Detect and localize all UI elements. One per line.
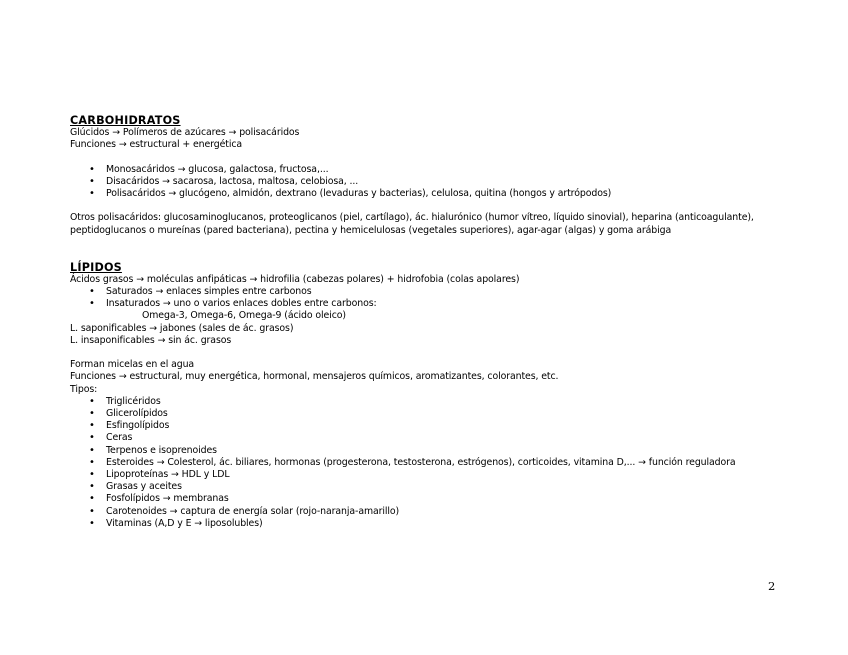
lipidos-funciones-line: Funciones → estructural, muy energética, hormonal, mensajeros químicos, aromatizantes, colorantes, etc. [70,371,559,383]
list-item: • Triglicéridos [70,396,790,408]
micelas-line: Forman micelas en el agua [70,359,195,371]
list-item: • Esteroides → Colesterol, ác. biliares, hormonas (progesterona, testosterona, estrógenos), corticoides, vitamina D,... → función reguladora [70,457,790,469]
list-item: • Insaturados → uno o varios enlaces dobles entre carbonos: [70,298,790,310]
list-item: • Esfingolípidos [70,420,790,432]
omega-line: Omega-3, Omega-6, Omega-9 (ácido oleico) [142,310,346,322]
otros-polisacaridos-paragraph: Otros polisacáridos: glucosaminoglucanos, proteoglicanos (piel, cartílago), ác. hialurónico (humor vítreo, líquido sinovial), heparina (anticoagulante), peptidoglucanos o mureínas (pared bacteriana), pectina y hemicelulosas (vegetales superiores), agar-agar (algas) y goma arábiga [70,212,754,236]
tipos-label: Tipos: [70,383,98,395]
list-item: • Lipoproteínas → HDL y LDL [70,469,790,481]
list-item: • Monosacáridos → glucosa, galactosa, fructosa,... [70,164,790,176]
carbohidratos-line-glucidos: Glúcidos → Polímeros de azúcares → polisacáridos [70,127,300,138]
list-item: • Glicerolípidos [70,408,790,420]
list-item: • Saturados → enlaces simples entre carbonos [70,286,790,298]
carbohidratos-heading: CARBOHIDRATOS [70,114,181,127]
saponificables-line: L. saponificables → jabones (sales de ác. grasos) [70,322,294,334]
tipos-bullet-list [70,396,790,530]
list-item: • Polisacáridos → glucógeno, almidón, dextrano (levaduras y bacterias), celulosa, quitina (hongos y artrópodos) [70,188,790,200]
acidos-grasos-bullet-list [70,286,790,310]
lipidos-acidos-grasos: Ácidos grasos → moléculas anfipáticas → hidrofilia (cabezas polares) + hidrofobia (colas apolares) [70,273,520,285]
page-number: 2 [768,579,776,593]
list-item: • Carotenoides → captura de energía solar (rojo-naranja-amarillo) [70,506,790,518]
carbohidratos-line-funciones: Funciones → estructural + energética [70,139,243,151]
lipidos-heading: LÍPIDOS [70,260,122,274]
list-item: • Fosfolípidos → membranas [70,493,790,505]
list-item: • Terpenos e isoprenoides [70,445,790,457]
list-item: • Vitaminas (A,D y E → liposolubles) [70,518,790,530]
list-item: • Ceras [70,432,790,444]
insaponificables-line: L. insaponificables → sin ác. grasos [70,334,232,346]
carbohidratos-bullet-list [70,164,790,201]
list-item: • Grasas y aceites [70,481,790,493]
page-content [70,114,790,530]
list-item: • Disacáridos → sacarosa, lactosa, maltosa, celobiosa, ... [70,176,790,188]
